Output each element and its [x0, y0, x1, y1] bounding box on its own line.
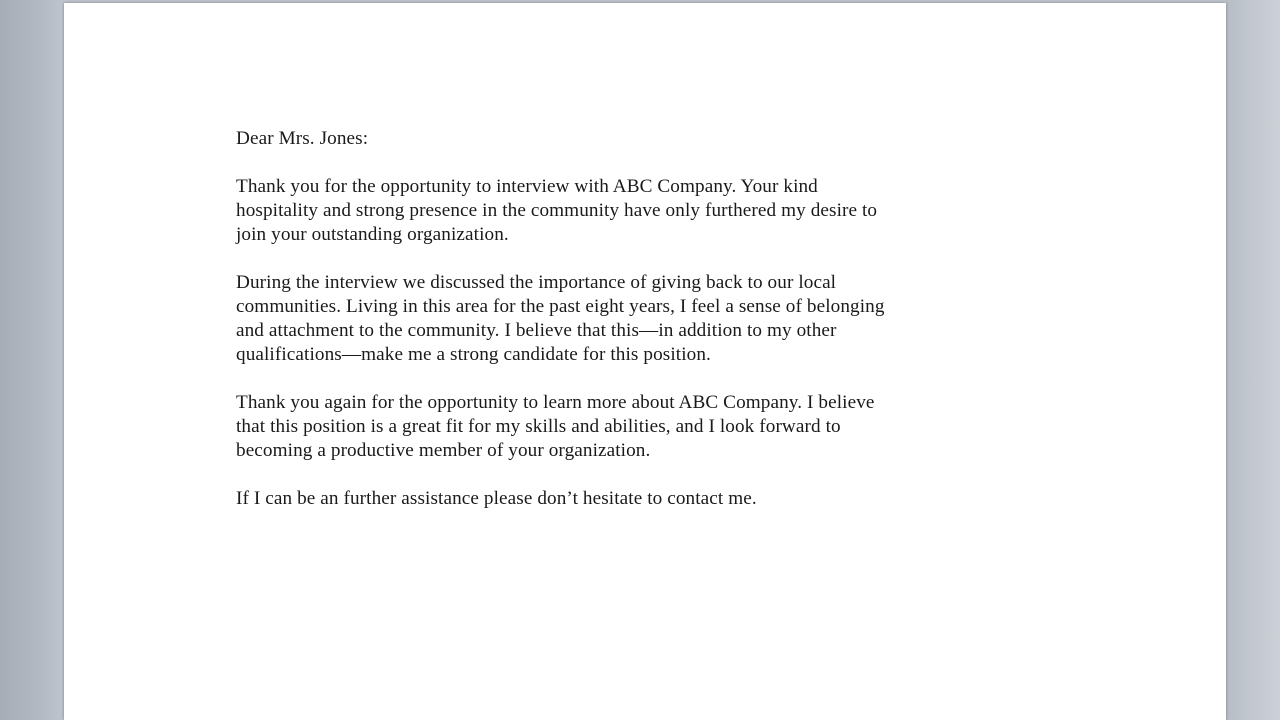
paragraph-line: Thank you for the opportunity to interview with ABC Company. Your kind [236, 176, 818, 197]
window-backdrop-right [1226, 0, 1280, 720]
document-page[interactable] [64, 3, 1226, 720]
paragraph-line: communities. Living in this area for the past eight years, I feel a sense of belonging [236, 296, 885, 317]
paragraph-3 [236, 391, 1056, 463]
paragraph-line: that this position is a great fit for my skills and abilities, and I look forward to [236, 416, 841, 437]
salutation-text: Dear Mrs. Jones: [236, 128, 369, 149]
paragraph-line: During the interview we discussed the importance of giving back to our local [236, 272, 837, 293]
letter-body [236, 127, 1056, 535]
paragraph-line: join your outstanding organization. [236, 224, 509, 245]
paragraph-line: becoming a productive member of your organization. [236, 440, 651, 461]
paragraph-line: and attachment to the community. I believe that this—in addition to my other [236, 320, 837, 341]
paragraph-4 [236, 487, 1056, 511]
paragraph-line: If I can be an further assistance please don’t hesitate to contact me. [236, 488, 757, 509]
salutation [236, 127, 1056, 151]
paragraph-line: Thank you again for the opportunity to learn more about ABC Company. I believe [236, 392, 875, 413]
paragraph-2 [236, 271, 1056, 367]
paragraph-1 [236, 175, 1056, 247]
paragraph-line: qualifications—make me a strong candidate for this position. [236, 344, 711, 365]
paragraph-line: hospitality and strong presence in the community have only furthered my desire to [236, 200, 878, 221]
